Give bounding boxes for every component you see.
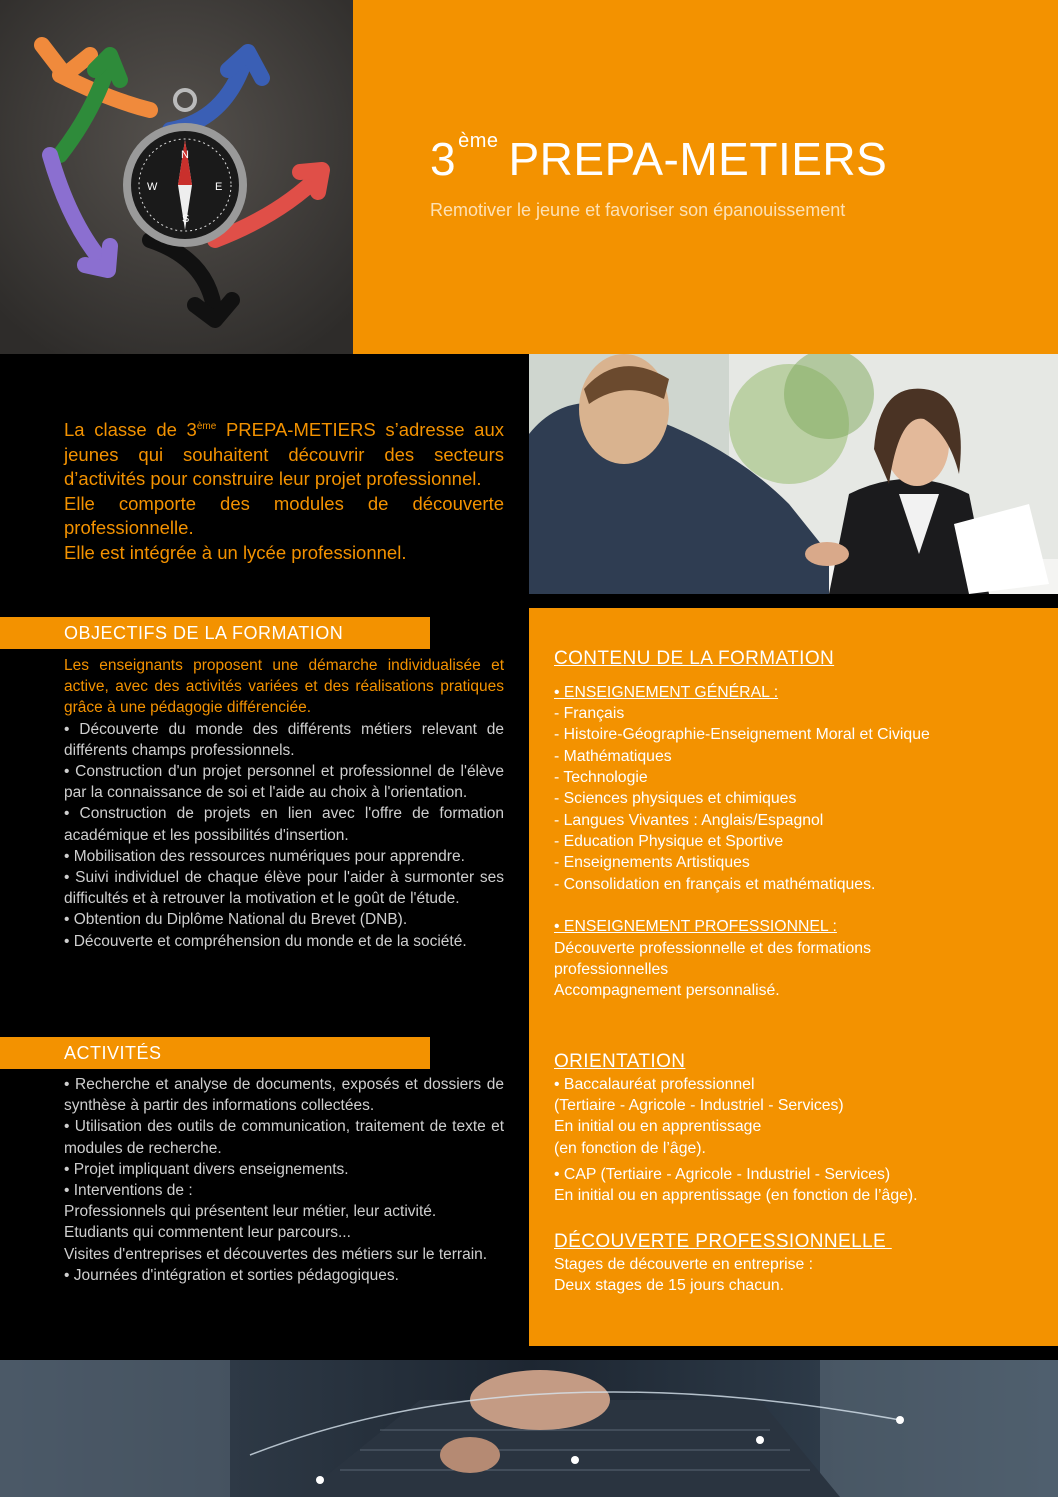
list-item: - Sciences physiques et chimiques xyxy=(554,790,797,807)
list-item: • Utilisation des outils de communication, traitement de texte et modules de recherche. xyxy=(64,1118,504,1157)
svg-text:E: E xyxy=(215,181,223,193)
general-heading: • ENSEIGNEMENT GÉNÉRAL : xyxy=(554,684,779,701)
activites-text xyxy=(64,1074,504,1286)
list-item: Stages de découverte en entreprise : xyxy=(554,1256,814,1273)
list-item: - Français xyxy=(554,705,625,722)
list-item: (en fonction de l’âge). xyxy=(554,1140,706,1157)
handshake-photo xyxy=(529,354,1058,594)
list-item: • Découverte du monde des différents métiers relevant de différents champs professionnels. xyxy=(64,720,504,759)
list-item: Deux stages de 15 jours chacun. xyxy=(554,1277,785,1294)
intro-paragraph-3: Elle est intégrée à un lycée professionnel. xyxy=(64,541,407,563)
list-item: - Enseignements Artistiques xyxy=(554,854,750,871)
list-item: - Consolidation en français et mathématiques. xyxy=(554,876,876,893)
objectifs-intro: Les enseignants proposent une démarche individualisée et active, avec des activités variées et des réalisations pratiques grâce à une pédagogie différenciée. xyxy=(64,657,504,717)
list-item: (Tertiaire - Agricole - Industriel - Services) xyxy=(554,1097,844,1114)
contenu-heading: CONTENU DE LA FORMATION xyxy=(554,648,835,669)
objectifs-heading-bar xyxy=(0,617,430,649)
list-item: • Projet impliquant divers enseignements. xyxy=(64,1160,349,1178)
page-subtitle: Remotiver le jeune et favoriser son épanouissement xyxy=(430,200,846,220)
page-title: 3 $^{ème}$ PREPA-METIERS xyxy=(430,130,888,185)
list-item: • Suivi individuel de chaque élève pour l'aider à surmonter ses difficultés et à retrouver la motivation et le goût de l'étude. xyxy=(64,869,504,908)
list-item: • Journées d'intégration et sorties pédagogiques. xyxy=(64,1266,399,1284)
list-item: - Langues Vivantes : Anglais/Espagnol xyxy=(554,812,824,829)
intro-paragraph-2: Elle comporte des modules de découverte professionnelle. xyxy=(64,492,504,539)
list-item: - Histoire-Géographie-Enseignement Moral et Civique xyxy=(554,726,930,743)
activites-heading: ACTIVITÉS xyxy=(64,1043,162,1063)
list-item: Accompagnement personnalisé. xyxy=(554,982,780,999)
list-item: Visites d'entreprises et découvertes des métiers sur le terrain. xyxy=(64,1245,488,1263)
decouverte-heading: DÉCOUVERTE PROFESSIONNELLE xyxy=(554,1231,892,1252)
intro-paragraph-1: La classe de 3ème PREPA-METIERS s’adresse aux jeunes qui souhaitent découvrir des secteurs d’activités pour construire leur projet professionnel. xyxy=(64,419,504,490)
list-item: En initial ou en apprentissage xyxy=(554,1118,762,1135)
orientation-heading: ORIENTATION xyxy=(554,1051,686,1072)
list-item: • Construction de projets en lien avec l'offre de formation académique et les possibilités d'insertion. xyxy=(64,805,504,844)
svg-text:S: S xyxy=(182,213,190,225)
activites-heading-bar xyxy=(0,1037,430,1069)
list-item: Professionnels qui présentent leur métier, leur activité. xyxy=(64,1203,437,1221)
list-item: • Découverte et compréhension du monde et de la société. xyxy=(64,932,467,950)
list-item: • Mobilisation des ressources numériques pour apprendre. xyxy=(64,847,465,865)
list-item: Découverte professionnelle et des formations xyxy=(554,940,871,957)
list-item: - Mathématiques xyxy=(554,748,672,765)
list-item: - Technologie xyxy=(554,769,648,786)
list-item: • Baccalauréat professionnel xyxy=(554,1076,755,1093)
laptop-network-photo xyxy=(0,1360,1058,1497)
list-item: Etudiants qui commentent leur parcours... xyxy=(64,1224,351,1242)
pro-heading: • ENSEIGNEMENT PROFESSIONNEL : xyxy=(554,918,837,935)
list-item: • Recherche et analyse de documents, exposés et dossiers de synthèse à partir des informations collectées. xyxy=(64,1076,504,1115)
list-item: • Construction d'un projet personnel et professionnel de l'élève par la connaissance de soi et l'aide au choix à l'orientation. xyxy=(64,763,504,802)
list-item: professionnelles xyxy=(554,961,669,978)
svg-text:W: W xyxy=(147,181,158,193)
list-item: • CAP (Tertiaire - Agricole - Industriel - Services) xyxy=(554,1166,891,1183)
svg-text:N: N xyxy=(181,149,189,161)
compass-arrows-photo xyxy=(0,0,353,354)
list-item: En initial ou en apprentissage (en fonction de l’âge). xyxy=(554,1187,918,1204)
list-item: • Obtention du Diplôme National du Brevet (DNB). xyxy=(64,911,408,929)
objectifs-heading: OBJECTIFS DE LA FORMATION xyxy=(64,623,344,643)
list-item: - Education Physique et Sportive xyxy=(554,833,784,850)
objectifs-text xyxy=(64,655,504,952)
intro-text xyxy=(64,415,504,565)
list-item: • Interventions de : xyxy=(64,1182,193,1200)
